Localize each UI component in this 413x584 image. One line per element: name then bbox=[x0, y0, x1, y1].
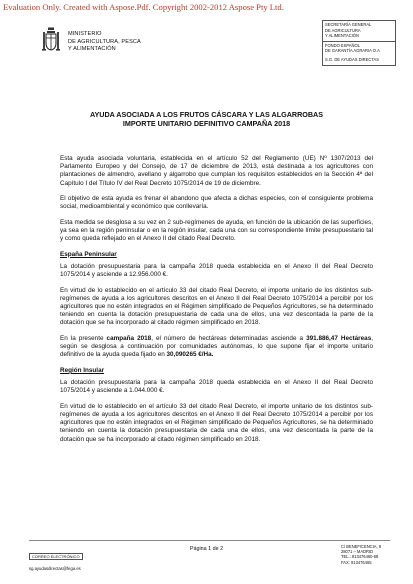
coat-of-arms-icon bbox=[42, 27, 60, 53]
secretariat-cell bbox=[323, 21, 395, 41]
address-line: 28071 – MADRID bbox=[341, 549, 374, 555]
heading-insular: Región Insular bbox=[60, 366, 105, 374]
header-office-box bbox=[322, 20, 396, 66]
heading-peninsular: España Peninsular bbox=[60, 250, 117, 258]
address-line: TEL.: 913476460-68 bbox=[341, 554, 379, 560]
paragraph-insular-budget: La dotación presupuestaria para la campaña 2018 queda establecida en el Anexo II del Real Decreto 1075/2014 y asciende a 1.044.000 €. bbox=[60, 379, 373, 395]
title-line-1: AYUDA ASOCIADA A LOS FRUTOS CÁSCARA Y LAS ALGARROBAS bbox=[89, 110, 324, 119]
text-span: En la presente bbox=[60, 334, 107, 342]
paragraph-peninsular-article: En virtud de lo establecido en el artículo 33 del citado Real Decreto, el importe unitario de los distintos sub-regímenes de ayuda a los agricultores descritos en el Anexo II del Real Decreto 1075/2014 a percibir por los agricultores que no estén integrados en el Régimen simplificado de Pequeños Agricultores, se ha determinado teniendo en cuenta la dotación presupuestaria de cada una de ellos, una vez descontada la parte de la dotación que se ha incorporado al citado régimen simplificado en 2018. bbox=[60, 286, 373, 327]
page-number: Página 1 de 2 bbox=[189, 546, 224, 552]
ministry-line: DE AGRICULTURA, PESCA bbox=[68, 38, 141, 45]
ministry-line: Y ALIMENTACIÓN bbox=[68, 46, 116, 53]
footer-address bbox=[341, 544, 381, 565]
email-address[interactable]: sg.ayudasdirectas@fega.es bbox=[29, 566, 81, 571]
box-line: Y ALIMENTACIÓN bbox=[325, 33, 359, 39]
title-line-2: IMPORTE UNITARIO DEFINITIVO CAMPAÑA 2018 bbox=[122, 119, 291, 128]
address-line: C/ BENEFICENCIA, 8 bbox=[341, 544, 382, 549]
address-line: FAX: 913476465 bbox=[341, 559, 372, 565]
hectares-value: 391.886,47 Hectáreas bbox=[306, 334, 372, 342]
ministry-name bbox=[68, 31, 141, 54]
box-line: FONDO ESPAÑOL bbox=[325, 42, 360, 48]
email-label: CORREO ELECTRÓNICO bbox=[29, 553, 83, 560]
paragraph-peninsular-amount bbox=[60, 335, 373, 360]
campaign-label: campaña 2018 bbox=[106, 334, 152, 342]
paragraph-objective: El objetivo de esta ayuda es frenar el abandono que afecta a dichas especies, con el consiguiente problema social, medioambiental y económico que conllevaría. bbox=[60, 195, 373, 211]
box-line: SECRETARÍA GENERAL bbox=[325, 22, 372, 27]
evaluation-watermark: Evaluation Only. Created with Aspose.Pdf. Copyright 2002-2012 Aspose Pty Ltd. bbox=[3, 2, 284, 12]
paragraph-insular-article: En virtud de lo establecido en el artículo 33 del citado Real Decreto, el importe unitario de los distintos sub-regímenes de ayuda a los agricultores descritos en el Anexo II del Real Decreto 1075/2014 a percibir por los agricultores que no estén integrados en el Régimen simplificado de Pequeños Agricultores, se ha determinado teniendo en cuenta la dotación presupuestaria de cada una de ellos, una vez descontada la parte de la dotación que se ha incorporado al citado régimen simplificado en 2018. bbox=[60, 402, 373, 443]
paragraph-intro: Esta ayuda asociada voluntaria, establecida en el artículo 52 del Reglamento (UE) Nº 1307/2013 del Parlamento Europeo y del Consejo, de 17 de diciembre de 2013, está destinada a los agricultores con plantaciones de almendro, avellano y algarrobo que cumplan los requisitos establecidos en la Sección 4ª del Capítulo I del Título IV del Real Decreto 1075/2014 de 19 de diciembre. bbox=[60, 155, 373, 187]
paragraph-subregimes: Esta medida se desglosa a su vez en 2 sub-regímenes de ayuda, en función de la ubicación de las superficies, ya sea en la región peninsular o en la región insular, cada una con su correspondiente límite presupuestario tal y como queda reflejado en el Anexo II del citado Real Decreto. bbox=[60, 218, 373, 243]
ministry-line: MINISTERIO bbox=[68, 31, 102, 37]
box-line: DE AGRICULTURA bbox=[325, 27, 361, 33]
footer-divider bbox=[29, 540, 390, 541]
document-body bbox=[60, 155, 373, 451]
fega-cell bbox=[323, 41, 395, 65]
unit-amount-value: 30,090265 €/Ha. bbox=[166, 351, 214, 359]
paragraph-peninsular-budget: La dotación presupuestaria para la campaña 2018 queda establecida en el Anexo II del Real Decreto 1075/2014 y asciende a 12.956.000 €. bbox=[60, 262, 373, 279]
document-title bbox=[40, 110, 373, 128]
text-span: , el número de hectáreas determinadas asciende a bbox=[151, 334, 307, 342]
box-line: DE GARANTÍA AGRARIA O.A bbox=[325, 48, 380, 54]
text-span: , según se desglosa a continuación por comunidades autónomas, lo que supone fijar el importe unitario definitivo de la ayuda queda fijado en bbox=[60, 334, 374, 359]
box-line: S.G. DE AYUDAS DIRECTAS bbox=[325, 56, 379, 62]
